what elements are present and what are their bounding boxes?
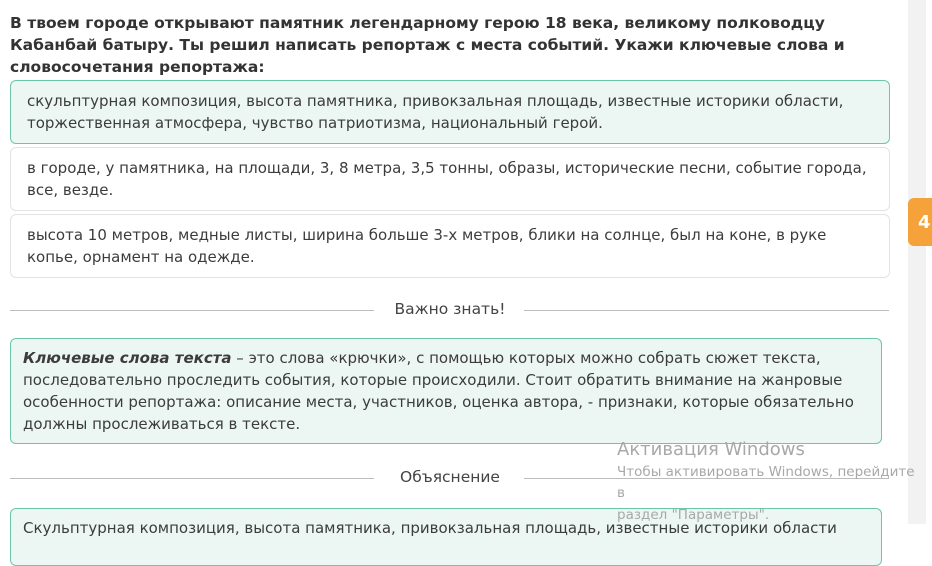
side-tab[interactable] (908, 198, 932, 246)
side-tab-label: 4 (918, 212, 931, 233)
divider-line-left-2 (10, 478, 374, 479)
explanation-heading: Объяснение (400, 468, 500, 486)
watermark-title: Активация Windows (617, 439, 805, 460)
watermark-line-1: Чтобы активировать Windows, перейдите в (617, 464, 915, 501)
divider-line-right (524, 310, 889, 311)
question-text: В твоем городе открывают памятник легендарному герою 18 века, великому полководцу Кабанбай батыру. Ты решил написать репортаж с места событий. Укажи ключевые слова и словосочетания репортажа: (10, 14, 845, 76)
explanation-box (10, 508, 882, 566)
divider-line-left (10, 310, 374, 311)
watermark-line-2: раздел "Параметры". (617, 507, 770, 523)
important-heading: Важно знать! (394, 300, 506, 318)
info-text: – это слова «крючки», с помощью которых можно собрать сюжет текста, последовательно проследить события, которые происходили. Стоит обратить внимание на жанровые особенности репортажа: описание места, участников, оценка автора, - признаки, которые обязательно должны прослеживаться в тексте. (23, 349, 854, 433)
answer-option-1[interactable]: скульптурная композиция, высота памятника, привокзальная площадь, известные историки области, торжественная атмосфера, чувство патриотизма, национальный герой. (10, 80, 890, 144)
divider-line-right-2 (524, 478, 889, 479)
important-info-box (10, 338, 882, 444)
answer-option-3[interactable]: высота 10 метров, медные листы, ширина больше 3-х метров, блики на солнце, был на коне, в руке копье, орнамент на одежде. (10, 214, 890, 278)
explanation-text: Скульптурная композиция, высота памятника, привокзальная площадь, известные историки области (23, 519, 837, 537)
right-panel-edge (908, 0, 926, 524)
info-term: Ключевые слова текста (23, 349, 232, 367)
answer-option-2[interactable]: в городе, у памятника, на площади, 3, 8 метра, 3,5 тонны, образы, исторические песни, событие города, все, везде. (10, 147, 890, 211)
